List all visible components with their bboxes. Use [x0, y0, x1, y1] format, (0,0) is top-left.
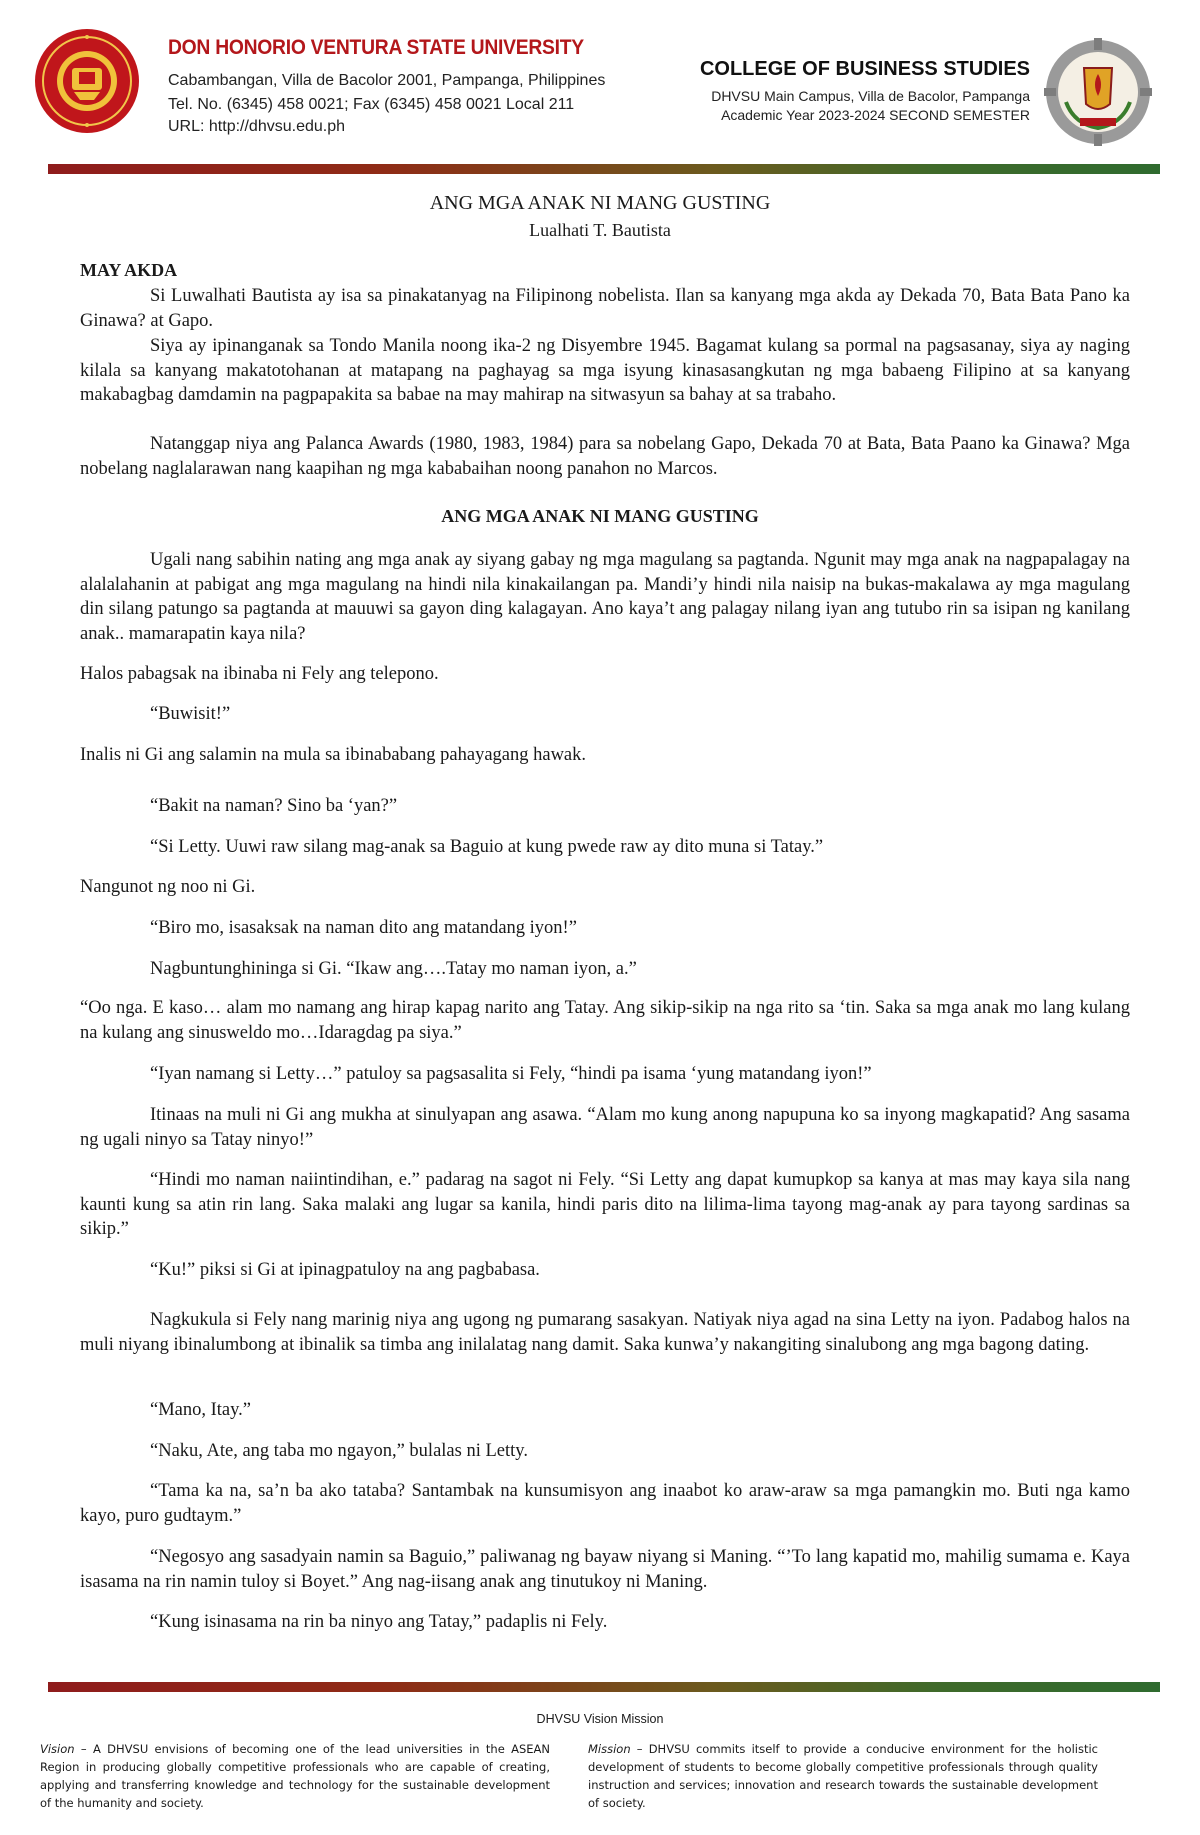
story-paragraph: Nagbuntunghininga si Gi. “Ikaw ang….Tatay mo naman iyon, a.” [150, 959, 637, 979]
story-paragraph: “Oo nga. E kaso… alam mo namang ang hirap kapag narito ang Tatay. Ang sikip-sikip na nga rito sa ‘tin. Saka sa mga anak mo lang kulang na kulang ang sinusweldo mo…Idaragdag pa siya.” [80, 998, 1130, 1043]
story-paragraph: “Hindi mo naman naiintindihan, e.” padarag na sagot ni Fely. “Si Letty ang dapat kumupkop sa kanya at mas may kaya sila nang kaunti kung sa atin rin lang. Saka malaki ang lugar sa kanila, hindi paris dito na lilima-lima tayong mag-anak ay para tayong sardinas sa sikip.” [80, 1170, 1130, 1239]
footer-divider [48, 1682, 1160, 1692]
academic-year: Academic Year 2023-2024 SECOND SEMESTER [721, 107, 1030, 123]
story-paragraph: “Kung isinasama na rin ba ninyo ang Tatay,” padaplis ni Fely. [150, 1612, 608, 1632]
university-seal-icon [34, 28, 140, 134]
story-paragraph: “Mano, Itay.” [150, 1400, 252, 1420]
campus-line: DHVSU Main Campus, Villa de Bacolor, Pampanga [711, 88, 1030, 104]
document-title: ANG MGA ANAK NI MANG GUSTING [429, 192, 771, 214]
mission-label: Mission [588, 1742, 631, 1756]
vision-label: Vision [40, 1742, 75, 1756]
story-paragraph: “Ku!” piksi si Gi at ipinagpatuloy na ang pagbabasa. [150, 1260, 540, 1280]
mission-statement: Mission – DHVSU commits itself to provide a conducive environment for the holistic development of students to become globally competitive professionals through quality instruction and services; innovation and research towards the sustainable development of society. [588, 1742, 1098, 1810]
document-author: Lualhati T. Bautista [529, 220, 671, 240]
story-paragraph: “Negosyo ang sasadyain namin sa Baguio,” paliwanag ng bayaw niyang si Maning. “’To lang kapatid mo, mahilig sumama e. Kaya isasama na rin namin tuloy si Boyet.” Ang nag-iisang anak ang tinutukoy ni Maning. [80, 1547, 1130, 1592]
story-paragraph: Itinaas na muli ni Gi ang mukha at sinulyapan ang asawa. “Alam mo kung anong napupuna ko sa inyong magkapatid? Ang sasama ng ugali ninyo sa Tatay ninyo!” [80, 1105, 1130, 1150]
story-paragraph: Ugali nang sabihin nating ang mga anak ay siyang gabay ng mga magulang sa pagtanda. Ngunit may mga anak na nagpapalagay na alalalahanin at pabigat ang mga magulang na hindi nila kinakailangan pa. Mandi’y hindi nila naisip na bukas-makalawa ay mga magulang din silang patungo sa pagtanda at mauuwi sa gayon ding kalagayan. Ano kaya’t ang palagay nilang iyan ang tutubo rin sa isipan ng kanilang anak.. mamarapatin kaya nila? [80, 550, 1130, 644]
author-paragraph: Siya ay ipinanganak sa Tondo Manila noong ika-2 ng Disyembre 1945. Bagamat kulang sa pormal na pagsasanay, siya ay naging kilala sa kanyang makatotohanan at matapang na paghayag sa mga isyung kinasasangkutan ng mga babaeng Filipino at sa kanyang makabagbag damdamin na pagpapakita sa babae na may mahirap na sitwasyun sa bahay at sa trabaho. [80, 336, 1130, 405]
college-seal-icon [1044, 38, 1152, 146]
story-title: ANG MGA ANAK NI MANG GUSTING [441, 506, 759, 526]
university-name: DON HONORIO VENTURA STATE UNIVERSITY [168, 36, 584, 59]
letterhead [0, 0, 1200, 170]
story-paragraph: “Biro mo, isasaksak na naman dito ang matandang iyon!” [150, 918, 577, 938]
story-paragraph: Nangunot ng noo ni Gi. [80, 877, 256, 897]
story-paragraph: “Iyan namang si Letty…” patuloy sa pagsasalita si Fely, “hindi pa isama ‘yung matandang iyon!” [150, 1064, 872, 1084]
story-paragraph: Halos pabagsak na ibinaba ni Fely ang telepono. [80, 664, 439, 684]
header-divider [48, 164, 1160, 174]
story-paragraph: “Buwisit!” [150, 704, 231, 724]
story-paragraph: “Si Letty. Uuwi raw silang mag-anak sa Baguio at kung pwede raw ay dito muna si Tatay.” [150, 837, 824, 857]
author-paragraph: Si Luwalhati Bautista ay isa sa pinakatanyag na Filipinong nobelista. Ilan sa kanyang mga akda ay Dekada 70, Bata Bata Pano ka Ginawa? at Gapo. [80, 286, 1130, 331]
university-address: Cabambangan, Villa de Bacolor 2001, Pampanga, Philippines [168, 72, 606, 89]
story-paragraph: “Naku, Ate, ang taba mo ngayon,” bulalas ni Letty. [150, 1441, 528, 1461]
story-paragraph: “Bakit na naman? Sino ba ‘yan?” [150, 796, 398, 816]
footer-title: DHVSU Vision Mission [536, 1712, 664, 1726]
college-name: COLLEGE OF BUSINESS STUDIES [699, 58, 1030, 80]
author-paragraph: Natanggap niya ang Palanca Awards (1980, 1983, 1984) para sa nobelang Gapo, Dekada 70 at Bata, Bata Paano ka Ginawa? Mga nobelang naglalarawan nang kaapihan ng mga kababaihan noong panahon no Marcos. [80, 434, 1130, 479]
vision-statement: Vision – A DHVSU envisions of becoming one of the lead universities in the ASEAN Region in producing globally competitive professionals who are capable of creating, applying and transferring knowledge and technology for the sustainable development of the humanity and society. [40, 1742, 550, 1810]
university-contact: Tel. No. (6345) 458 0021; Fax (6345) 458 0021 Local 211 [168, 96, 575, 113]
story-paragraph: “Tama ka na, sa’n ba ako tataba? Santambak na kunsumisyon ang inaabot ko araw-araw sa mga pamangkin mo. Buti nga kamo kayo, puro gudtaym.” [80, 1481, 1130, 1526]
university-url: URL: http://dhvsu.edu.ph [168, 118, 345, 135]
story-paragraph: Inalis ni Gi ang salamin na mula sa ibinababang pahayagang hawak. [80, 745, 587, 765]
author-section-heading: MAY AKDA [80, 260, 178, 280]
story-paragraph: Nagkukula si Fely nang marinig niya ang ugong ng pumarang sasakyan. Natiyak niya agad na sina Letty na iyon. Padabog halos na muli niyang ibinalumbong at ibinalik sa timba ang inilalatag nang damit. Saka kunwa’y nakangiting sinalubong ang mga bagong dating. [80, 1310, 1130, 1355]
